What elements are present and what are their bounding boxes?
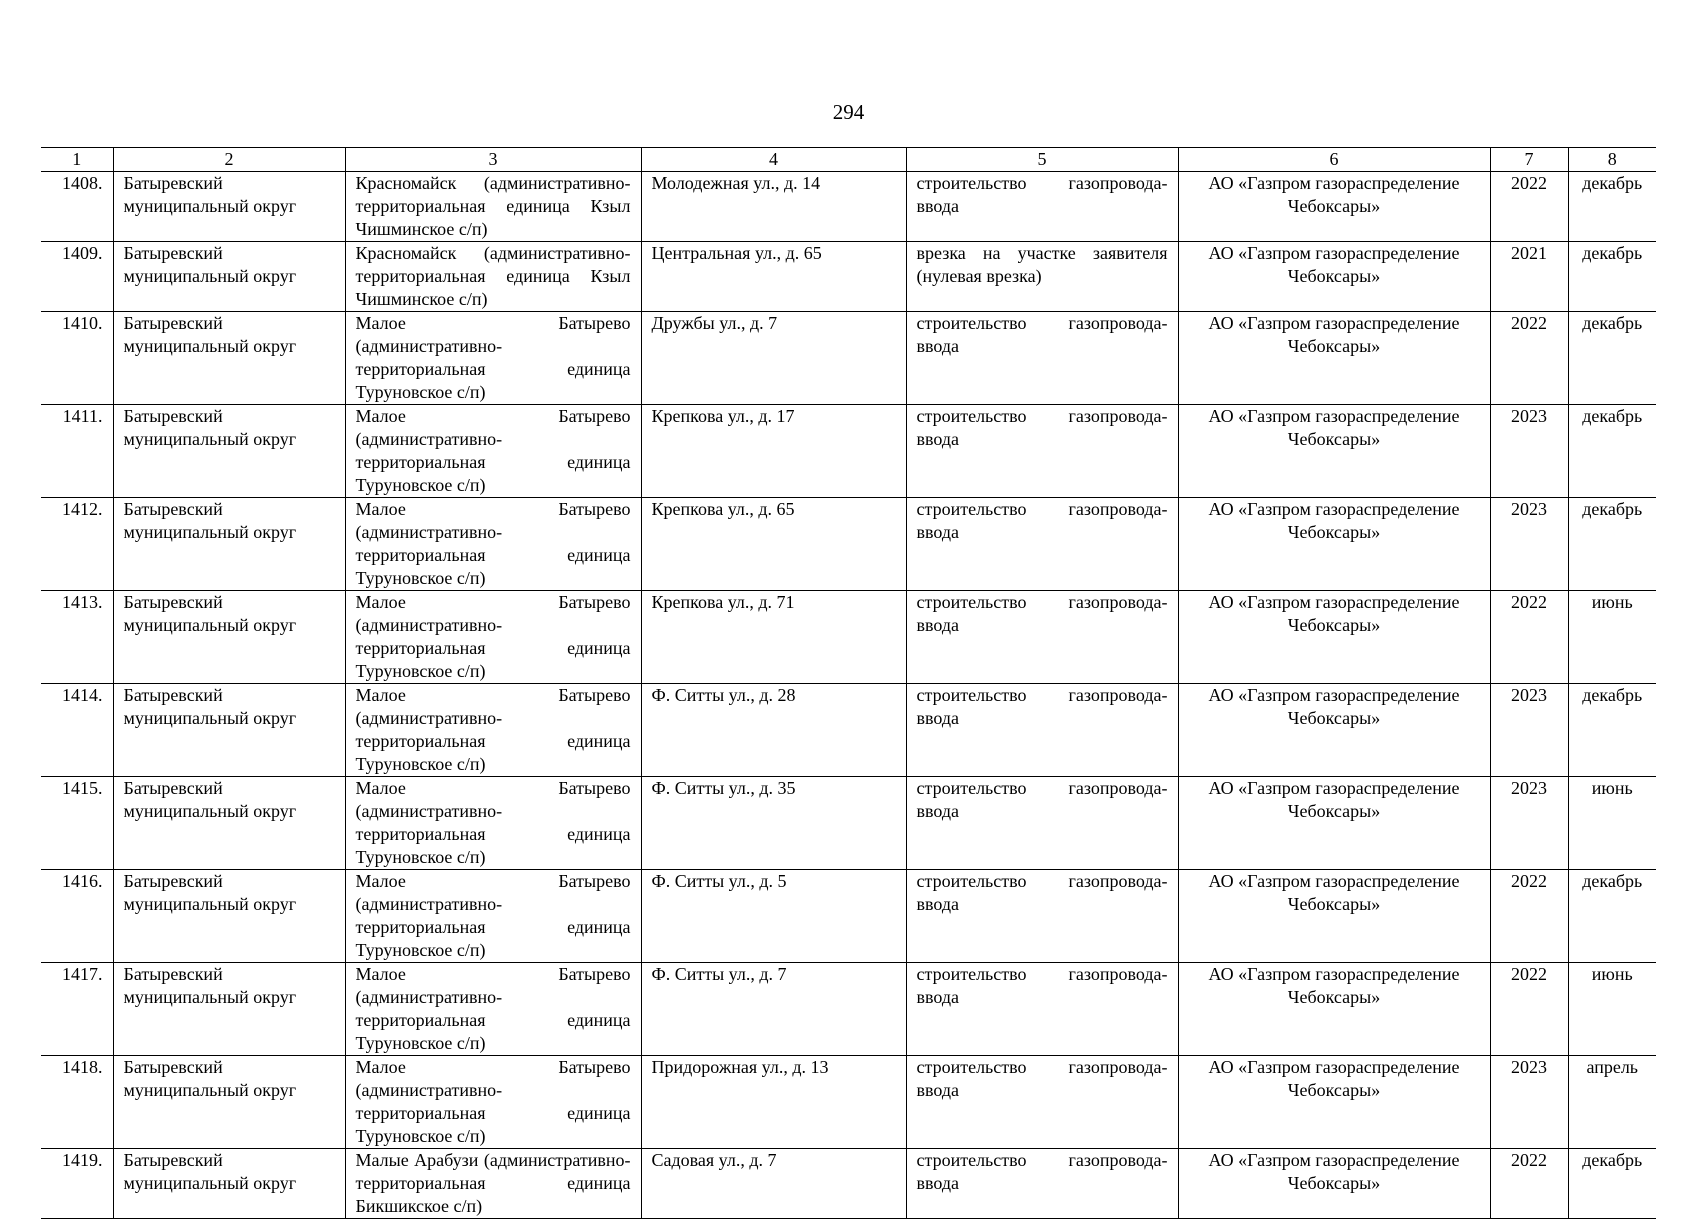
district-cell: Батыревский муниципальный округ (113, 172, 345, 242)
page-number: 294 (832, 100, 865, 124)
table-row (41, 777, 1656, 870)
row-number: 1419. (41, 1149, 113, 1219)
organization-cell: АО «Газпром газораспределение Чебоксары» (1178, 242, 1490, 312)
table-row (41, 1149, 1656, 1219)
address-cell: Ф. Ситты ул., д. 7 (641, 963, 906, 1056)
year-cell: 2022 (1490, 172, 1568, 242)
header-row (41, 148, 1656, 172)
settlement-cell: Малое Батырево (административно-территориальная единица Туруновское с/п) (345, 684, 641, 777)
district-cell: Батыревский муниципальный округ (113, 777, 345, 870)
organization-cell: АО «Газпром газораспределение Чебоксары» (1178, 1056, 1490, 1149)
table-row (41, 870, 1656, 963)
year-cell: 2023 (1490, 684, 1568, 777)
work-type-cell: строительство газопровода-ввода (906, 1149, 1178, 1219)
address-cell: Крепкова ул., д. 17 (641, 405, 906, 498)
work-type-cell: строительство газопровода-ввода (906, 405, 1178, 498)
year-cell: 2023 (1490, 1056, 1568, 1149)
column-header: 3 (345, 148, 641, 172)
month-cell: апрель (1568, 1056, 1656, 1149)
month-cell: декабрь (1568, 312, 1656, 405)
row-number: 1413. (41, 591, 113, 684)
year-cell: 2022 (1490, 591, 1568, 684)
address-cell: Крепкова ул., д. 65 (641, 498, 906, 591)
table-body (41, 172, 1656, 1219)
row-number: 1411. (41, 405, 113, 498)
month-cell: декабрь (1568, 405, 1656, 498)
address-cell: Ф. Ситты ул., д. 35 (641, 777, 906, 870)
address-cell: Ф. Ситты ул., д. 28 (641, 684, 906, 777)
column-header: 1 (41, 148, 113, 172)
year-cell: 2021 (1490, 242, 1568, 312)
gasification-table (41, 147, 1656, 1219)
month-cell: июнь (1568, 591, 1656, 684)
work-type-cell: врезка на участке заявителя (нулевая врезка) (906, 242, 1178, 312)
work-type-cell: строительство газопровода-ввода (906, 963, 1178, 1056)
settlement-cell: Малое Батырево (административно-территориальная единица Туруновское с/п) (345, 591, 641, 684)
table-row (41, 591, 1656, 684)
column-header: 4 (641, 148, 906, 172)
settlement-cell: Красномайск (административно-территориальная единица Кзыл Чишминское с/п) (345, 242, 641, 312)
work-type-cell: строительство газопровода-ввода (906, 777, 1178, 870)
table-row (41, 498, 1656, 591)
settlement-cell: Малое Батырево (административно-территориальная единица Туруновское с/п) (345, 777, 641, 870)
table-row (41, 684, 1656, 777)
district-cell: Батыревский муниципальный округ (113, 312, 345, 405)
organization-cell: АО «Газпром газораспределение Чебоксары» (1178, 684, 1490, 777)
row-number: 1409. (41, 242, 113, 312)
row-number: 1418. (41, 1056, 113, 1149)
address-cell: Молодежная ул., д. 14 (641, 172, 906, 242)
organization-cell: АО «Газпром газораспределение Чебоксары» (1178, 172, 1490, 242)
settlement-cell: Малое Батырево (административно-территориальная единица Туруновское с/п) (345, 498, 641, 591)
table-row (41, 242, 1656, 312)
month-cell: декабрь (1568, 870, 1656, 963)
row-number: 1414. (41, 684, 113, 777)
district-cell: Батыревский муниципальный округ (113, 242, 345, 312)
month-cell: июнь (1568, 777, 1656, 870)
district-cell: Батыревский муниципальный округ (113, 1056, 345, 1149)
address-cell: Крепкова ул., д. 71 (641, 591, 906, 684)
work-type-cell: строительство газопровода-ввода (906, 312, 1178, 405)
year-cell: 2023 (1490, 405, 1568, 498)
table-row (41, 963, 1656, 1056)
address-cell: Центральная ул., д. 65 (641, 242, 906, 312)
column-header: 6 (1178, 148, 1490, 172)
month-cell: июнь (1568, 963, 1656, 1056)
month-cell: декабрь (1568, 1149, 1656, 1219)
table-row (41, 1056, 1656, 1149)
settlement-cell: Малое Батырево (административно-территориальная единица Туруновское с/п) (345, 405, 641, 498)
column-header: 7 (1490, 148, 1568, 172)
month-cell: декабрь (1568, 498, 1656, 591)
column-header: 2 (113, 148, 345, 172)
organization-cell: АО «Газпром газораспределение Чебоксары» (1178, 870, 1490, 963)
work-type-cell: строительство газопровода-ввода (906, 498, 1178, 591)
district-cell: Батыревский муниципальный округ (113, 591, 345, 684)
year-cell: 2022 (1490, 870, 1568, 963)
month-cell: декабрь (1568, 684, 1656, 777)
address-cell: Ф. Ситты ул., д. 5 (641, 870, 906, 963)
row-number: 1410. (41, 312, 113, 405)
row-number: 1412. (41, 498, 113, 591)
organization-cell: АО «Газпром газораспределение Чебоксары» (1178, 591, 1490, 684)
month-cell: декабрь (1568, 172, 1656, 242)
work-type-cell: строительство газопровода-ввода (906, 172, 1178, 242)
district-cell: Батыревский муниципальный округ (113, 684, 345, 777)
table-row (41, 172, 1656, 242)
row-number: 1416. (41, 870, 113, 963)
district-cell: Батыревский муниципальный округ (113, 963, 345, 1056)
row-number: 1415. (41, 777, 113, 870)
year-cell: 2022 (1490, 312, 1568, 405)
table-row (41, 405, 1656, 498)
column-header: 8 (1568, 148, 1656, 172)
settlement-cell: Малое Батырево (административно-территориальная единица Туруновское с/п) (345, 1056, 641, 1149)
district-cell: Батыревский муниципальный округ (113, 498, 345, 591)
settlement-cell: Малое Батырево (административно-территориальная единица Туруновское с/п) (345, 963, 641, 1056)
district-cell: Батыревский муниципальный округ (113, 870, 345, 963)
organization-cell: АО «Газпром газораспределение Чебоксары» (1178, 1149, 1490, 1219)
year-cell: 2022 (1490, 1149, 1568, 1219)
table-row (41, 312, 1656, 405)
organization-cell: АО «Газпром газораспределение Чебоксары» (1178, 405, 1490, 498)
address-cell: Дружбы ул., д. 7 (641, 312, 906, 405)
year-cell: 2023 (1490, 777, 1568, 870)
district-cell: Батыревский муниципальный округ (113, 405, 345, 498)
year-cell: 2022 (1490, 963, 1568, 1056)
district-cell: Батыревский муниципальный округ (113, 1149, 345, 1219)
work-type-cell: строительство газопровода-ввода (906, 684, 1178, 777)
year-cell: 2023 (1490, 498, 1568, 591)
work-type-cell: строительство газопровода-ввода (906, 591, 1178, 684)
organization-cell: АО «Газпром газораспределение Чебоксары» (1178, 498, 1490, 591)
address-cell: Придорожная ул., д. 13 (641, 1056, 906, 1149)
column-header: 5 (906, 148, 1178, 172)
organization-cell: АО «Газпром газораспределение Чебоксары» (1178, 312, 1490, 405)
work-type-cell: строительство газопровода-ввода (906, 1056, 1178, 1149)
settlement-cell: Малые Арабузи (административно-территориальная единица Бикшикское с/п) (345, 1149, 641, 1219)
month-cell: декабрь (1568, 242, 1656, 312)
address-cell: Садовая ул., д. 7 (641, 1149, 906, 1219)
settlement-cell: Малое Батырево (административно-территориальная единица Туруновское с/п) (345, 312, 641, 405)
settlement-cell: Красномайск (административно-территориальная единица Кзыл Чишминское с/п) (345, 172, 641, 242)
organization-cell: АО «Газпром газораспределение Чебоксары» (1178, 963, 1490, 1056)
work-type-cell: строительство газопровода-ввода (906, 870, 1178, 963)
organization-cell: АО «Газпром газораспределение Чебоксары» (1178, 777, 1490, 870)
settlement-cell: Малое Батырево (административно-территориальная единица Туруновское с/п) (345, 870, 641, 963)
row-number: 1408. (41, 172, 113, 242)
row-number: 1417. (41, 963, 113, 1056)
